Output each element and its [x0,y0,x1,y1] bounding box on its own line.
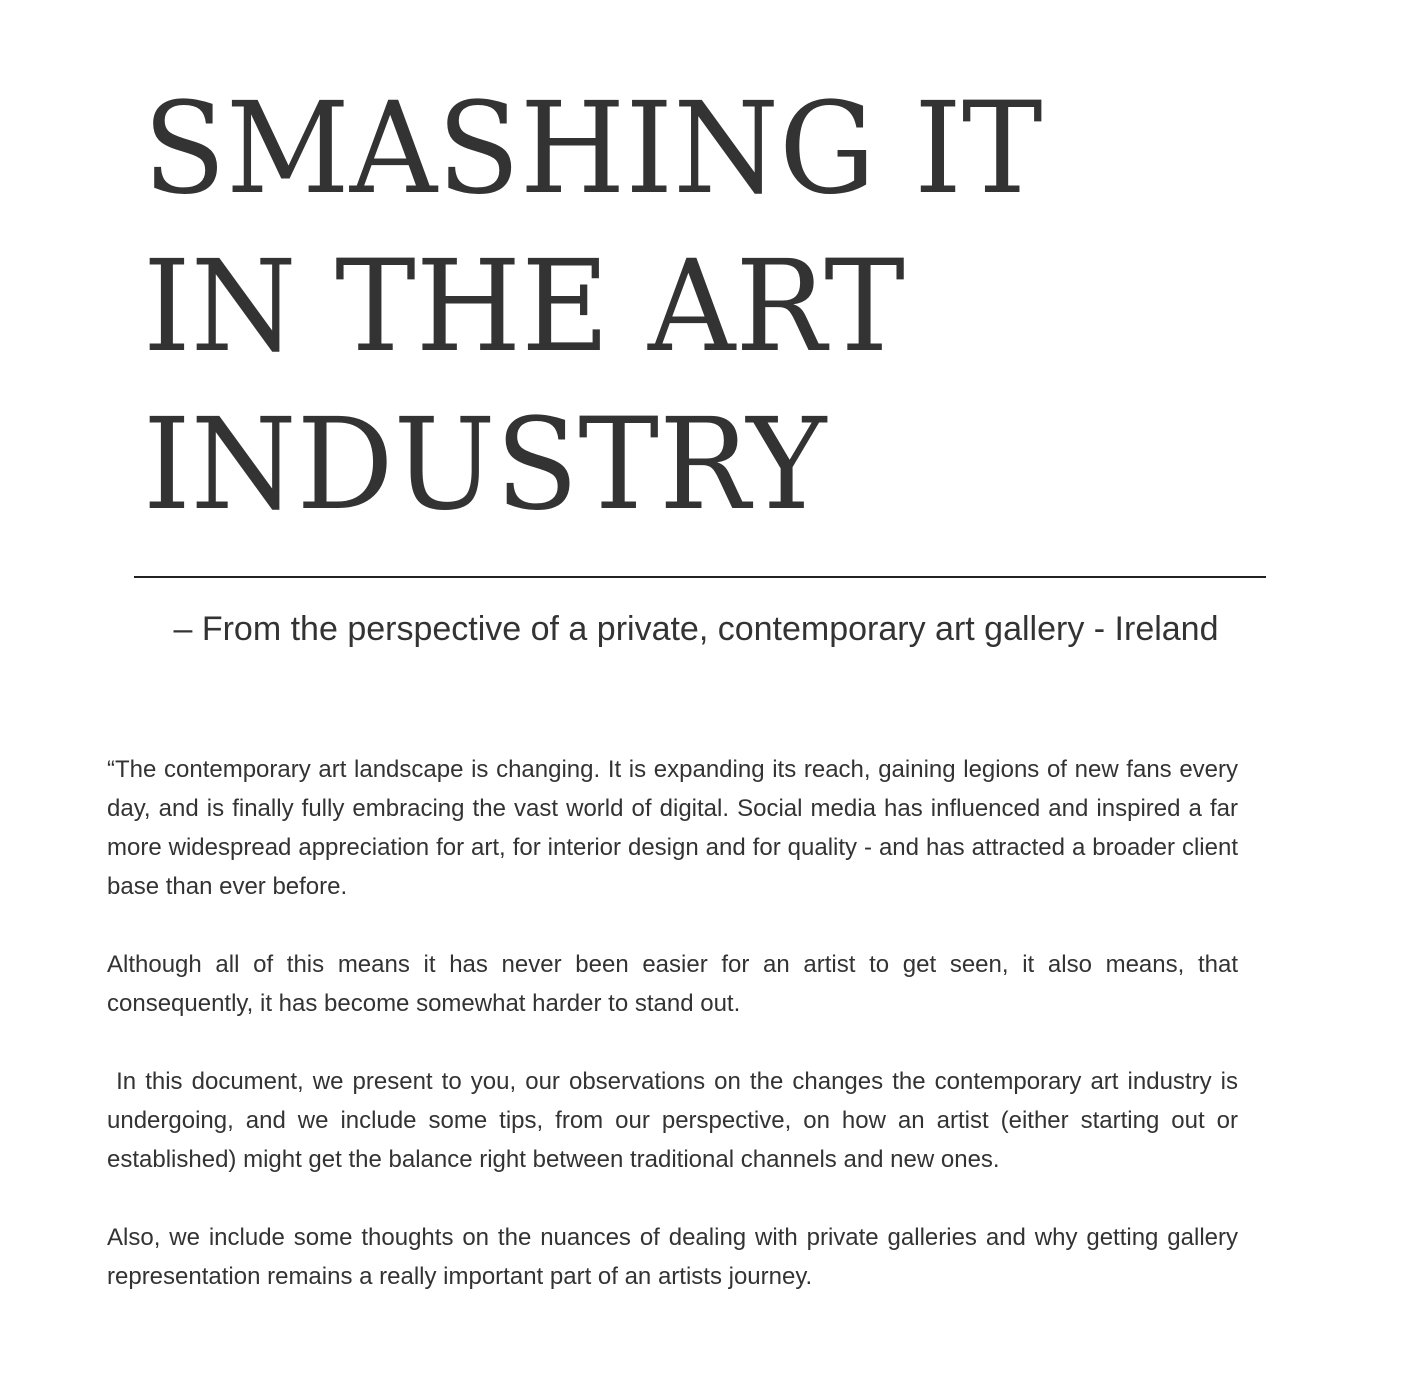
subtitle: – From the perspective of a private, contemporary art gallery - Ireland [173,610,1219,648]
title-line-3: INDUSTRY [143,391,827,538]
article-body [107,750,1245,1335]
paragraph-2: Although all of this means it has never been easier for an artist to get seen, it also means, that consequently, it has become somewhat harder to stand out. [107,951,1238,1017]
paragraph-1: “The contemporary art landscape is changing. It is expanding its reach, gaining legions of new fans every day, and is finally fully embracing the vast world of digital. Social media has influenced and inspired a far more widespread appreciation for art, for interior design and for quality - and has attracted a broader client base than ever before. [107,756,1238,900]
paragraph-4: Also, we include some thoughts on the nuances of dealing with private galleries and why getting gallery representation remains a really important part of an artists journey. [107,1224,1238,1290]
page-title [143,70,1043,544]
paragraph-3: In this document, we present to you, our observations on the changes the contemporary art industry is undergoing, and we include some tips, from our perspective, on how an artist (either starting out or established) might get the balance right between traditional channels and new ones. [107,1068,1245,1173]
title-line-2: IN THE ART [143,233,905,380]
title-divider [134,576,1266,578]
title-line-1: SMASHING IT [143,75,1043,222]
